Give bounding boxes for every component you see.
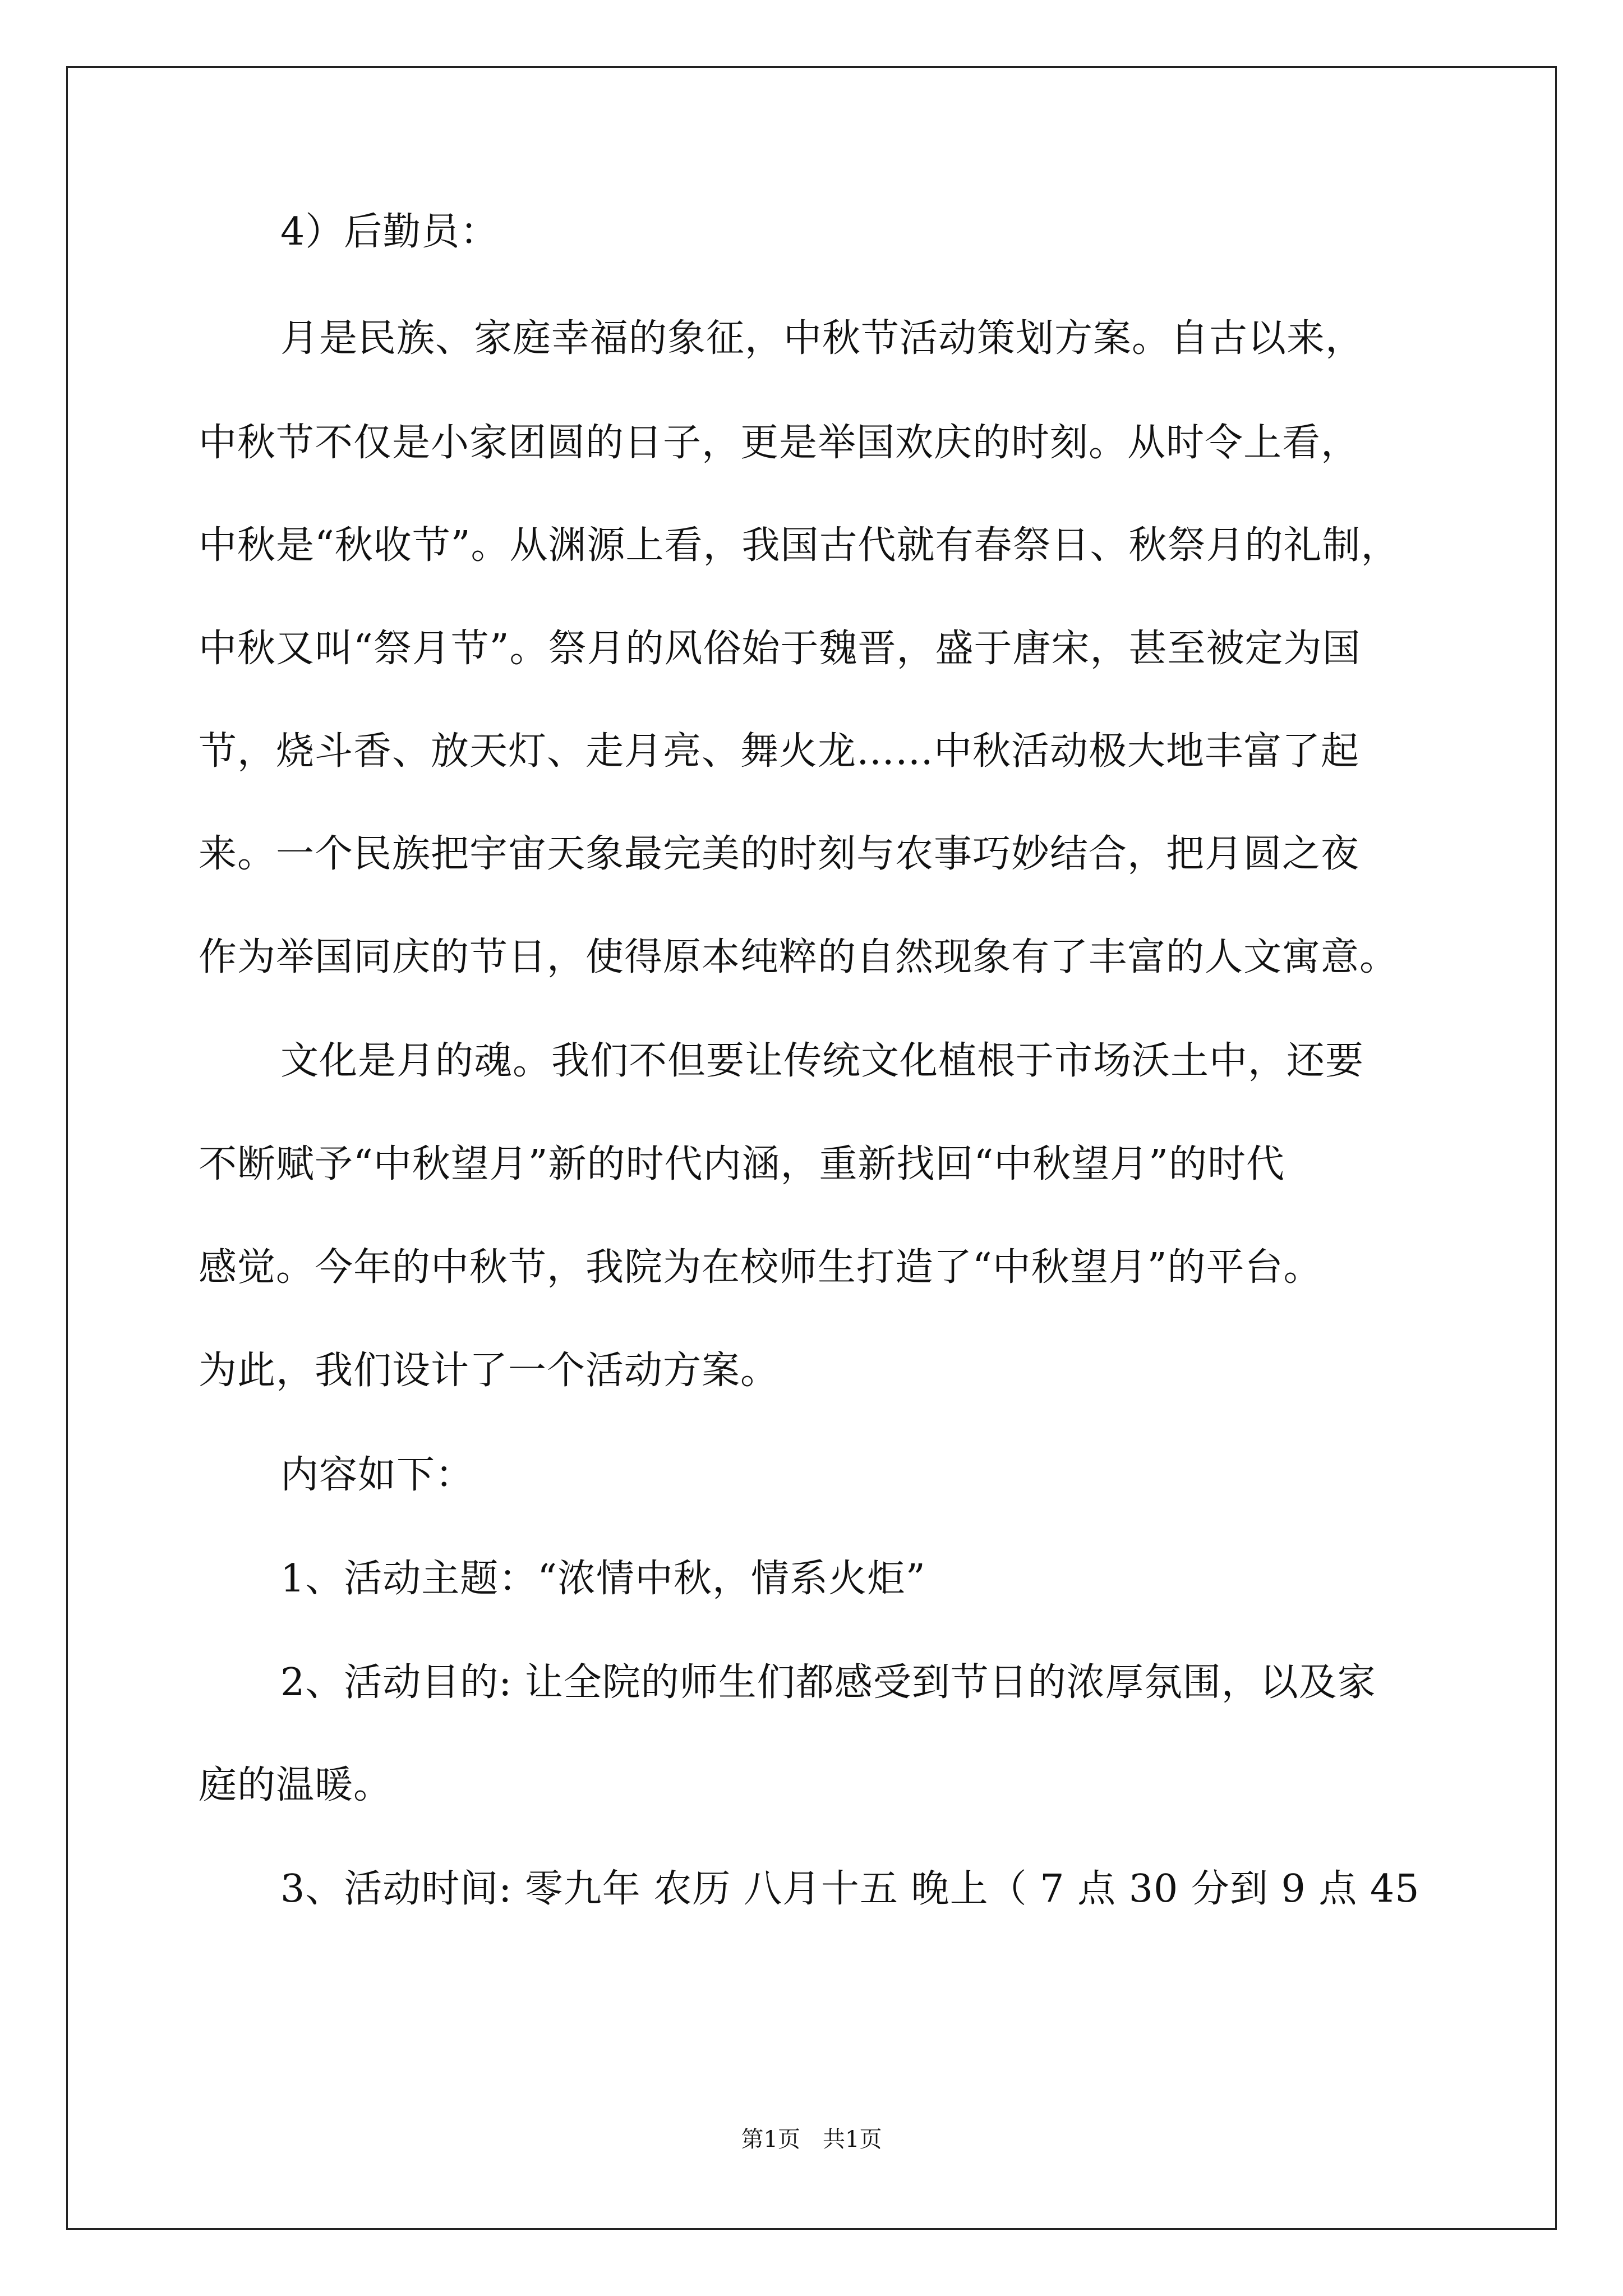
paragraph-line: 3、活动时间: 零九年 农历 八月十五 晚上（ 7 点 30 分到 9 点 45: [280, 1867, 1420, 1911]
page-number: 第1页: [741, 2127, 800, 2152]
paragraph-line: 4）后勤员：: [280, 210, 499, 254]
paragraph-line: 节，烧斗香、放天灯、走月亮、舞火龙……中秋活动极大地丰富了起: [199, 729, 1360, 774]
paragraph-line: 作为举国同庆的节日，使得原本纯粹的自然现象有了丰富的人文寓意。: [199, 935, 1399, 979]
paragraph-line: 感觉。今年的中秋节，我院为在校师生打造了“中秋望月”的平台。: [199, 1245, 1322, 1290]
paragraph-line: 中秋节不仅是小家团圆的日子，更是举国欢庆的时刻。从时令上看，: [199, 421, 1360, 465]
paragraph-line: 中秋是“秋收节”。从渊源上看，我国古代就有春祭日、秋祭月的礼制，: [199, 523, 1400, 568]
paragraph-line: 月是民族、家庭幸福的象征，中秋节活动策划方案。自古以来，: [280, 316, 1364, 361]
page-footer: [0, 2126, 1623, 2153]
paragraph-line: 为此，我们设计了一个活动方案。: [199, 1349, 780, 1393]
paragraph-line: 来。一个民族把宇宙天象最完美的时刻与农事巧妙结合，把月圆之夜: [199, 832, 1360, 876]
paragraph-line: 1、活动主题：“浓情中秋，情系火炬”: [280, 1557, 926, 1601]
page-total: 共1页: [823, 2127, 882, 2152]
paragraph-line: 中秋又叫“祭月节”。祭月的风俗始于魏晋，盛于唐宋，甚至被定为国: [199, 627, 1361, 671]
paragraph-line: 庭的温暖。: [199, 1763, 393, 1807]
paragraph-line: 文化是月的魂。我们不但要让传统文化植根于市场沃土中，还要: [280, 1039, 1364, 1083]
paragraph-line: 2、活动目的: 让全院的师生们都感受到节日的浓厚氛围，以及家: [280, 1660, 1376, 1705]
paragraph-line: 内容如下：: [280, 1453, 474, 1497]
paragraph-line: 不断赋予“中秋望月”新的时代内涵，重新找回“中秋望月”的时代: [199, 1142, 1285, 1186]
